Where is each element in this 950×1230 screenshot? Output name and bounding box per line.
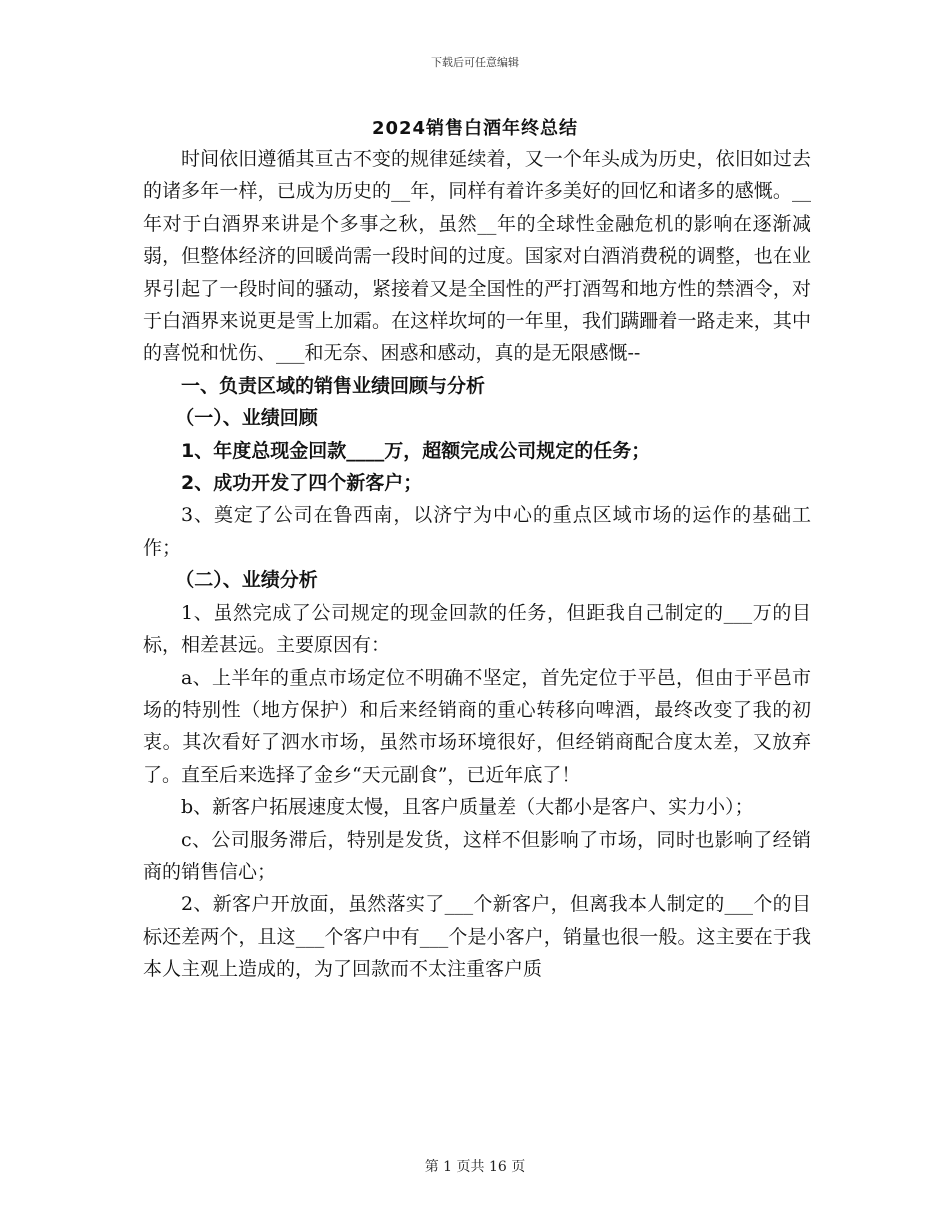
analysis-item-1: 1、虽然完成了公司规定的现金回款的任务，但距我自己制定的___万的目标，相差甚远。主要原因有： (143, 601, 811, 657)
intro-paragraph: 时间依旧遵循其亘古不变的规律延续着，又一个年头成为历史，依旧如过去的诸多年一样，已成为历史的__年，同样有着许多美好的回忆和诸多的感慨。__年对于白酒界来讲是个多事之秋，虽然__年的全球性金融危机的影响在逐渐减弱，但整体经济的回暖尚需一段时间的过度。国家对白酒消费税的调整，也在业界引起了一段时间的骚动，紧接着又是全国性的严打酒驾和地方性的禁酒令，对于白酒界来说更是雪上加霜。在这样坎坷的一年里，我们蹒跚着一路走来，其中的喜悦和忧伤、___和无奈、困惑和感动，真的是无限感慨-- (143, 148, 811, 365)
analysis-item-2: 2、新客户开放面，虽然落实了___个新客户，但离我本人制定的___个的目标还差两个，且这___个客户中有___个是小客户，销量也很一般。这主要在于我本人主观上造成的，为了回款而不太注重客户质 (143, 893, 811, 981)
analysis-item-b: b、新客户拓展速度太慢，且客户质量差（大都小是客户、实力小）； (181, 796, 754, 819)
subsection-heading-review: （一）、业绩回顾 (175, 407, 318, 430)
analysis-item-c: c、公司服务滞后，特别是发货，这样不但影响了市场，同时也影响了经销商的销售信心； (143, 828, 811, 883)
review-item-2: 2、成功开发了四个新客户； (181, 472, 423, 495)
section-heading-1: 一、负责区域的销售业绩回顾与分析 (181, 374, 486, 397)
download-note: 下载后可任意编辑 (431, 56, 519, 69)
document-title: 2024销售白酒年终总结 (371, 118, 579, 139)
subsection-heading-analysis: （二）、业绩分析 (175, 569, 318, 592)
document-body (143, 143, 811, 986)
page-number: 第 1 页共 16 页 (424, 1159, 526, 1175)
review-item-3: 3、奠定了公司在鲁西南，以济宁为中心的重点区域市场的运作的基础工作； (143, 504, 811, 559)
analysis-item-a: a、上半年的重点市场定位不明确不坚定，首先定位于平邑，但由于平邑市场的特别性（地方保护）和后来经销商的重心转移向啤酒，最终改变了我的初衷。其次看好了泗水市场，虽然市场环境很好，但经销商配合度太差，又放弃了。直至后来选择了金乡“天元副食”，已近年底了！ (143, 666, 811, 786)
review-item-1: 1、年度总现金回款____万，超额完成公司规定的任务； (181, 439, 651, 462)
